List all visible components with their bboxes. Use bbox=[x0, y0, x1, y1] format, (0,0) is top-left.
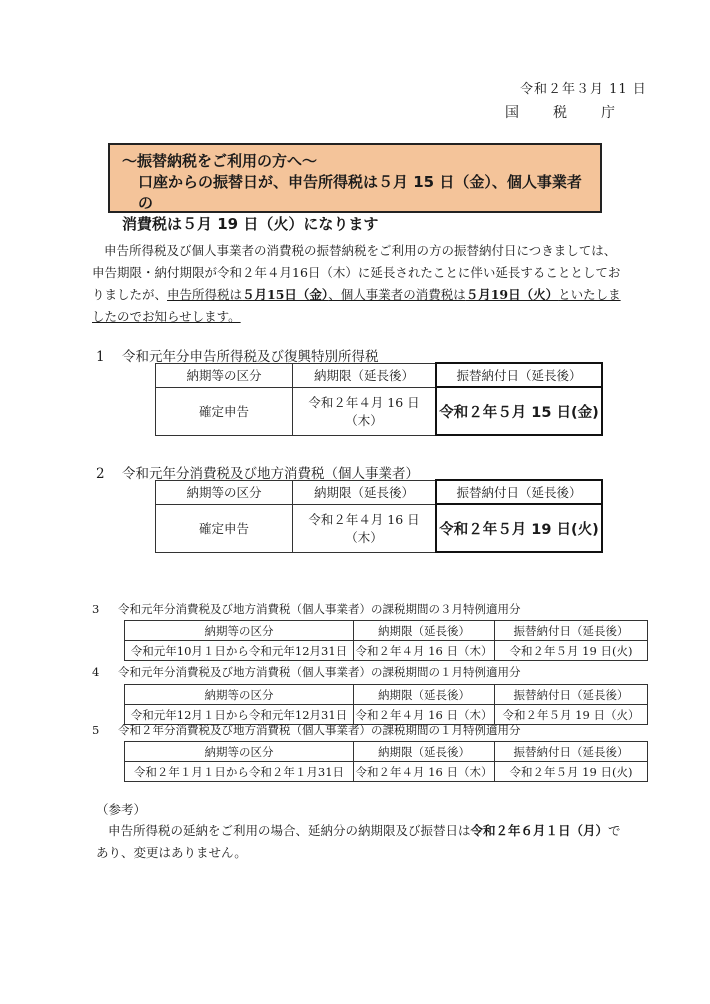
notice-box bbox=[108, 143, 602, 233]
section-4-table bbox=[124, 684, 648, 725]
table-cell: 令和２年４月 16 日（木） bbox=[293, 387, 437, 435]
section-5-title bbox=[92, 722, 521, 738]
reference-bold: 令和２年６月１日（月） bbox=[470, 823, 609, 838]
section-3-table bbox=[124, 620, 648, 661]
table-header: 振替納付日（延長後） bbox=[495, 742, 648, 762]
office-char: 国 bbox=[505, 105, 519, 121]
table-cell: 令和２年４月 16 日（木） bbox=[293, 504, 437, 552]
table-cell: 令和２年４月 16 日（木） bbox=[354, 641, 495, 661]
section-title-text: 令和元年分消費税及び地方消費税（個人事業者）の課税期間の３月特例適用分 bbox=[118, 602, 521, 616]
section-number: 4 bbox=[92, 665, 100, 679]
table-cell-highlight: 令和２年５月 15 日(金) bbox=[436, 387, 602, 435]
table-header: 振替納付日（延長後） bbox=[436, 363, 602, 387]
table-header: 納期限（延長後） bbox=[354, 685, 495, 705]
table-header: 納期限（延長後） bbox=[354, 621, 495, 641]
reference-text: 申告所得税の延納をご利用の場合、延納分の納期限及び振替日は bbox=[108, 823, 471, 838]
section-1-table bbox=[155, 362, 603, 436]
table-header: 振替納付日（延長後） bbox=[436, 480, 602, 504]
issuing-office bbox=[505, 102, 615, 122]
reference-paragraph bbox=[96, 820, 626, 864]
section-title-text: 令和元年分消費税及び地方消費税（個人事業者） bbox=[122, 466, 419, 482]
intro-underlined bbox=[92, 287, 621, 324]
table-cell: 令和２年１月１日から令和２年１月31日 bbox=[125, 762, 354, 782]
section-3-title bbox=[92, 601, 521, 617]
table-cell: 令和２年５月 19 日(火) bbox=[495, 641, 648, 661]
table-header: 納期限（延長後） bbox=[293, 480, 437, 504]
table-header: 納期等の区分 bbox=[156, 480, 293, 504]
notice-line-3: 消費税は５月 19 日（火）になります bbox=[122, 215, 379, 233]
table-cell: 確定申告 bbox=[156, 504, 293, 552]
section-title-text: 令和元年分消費税及び地方消費税（個人事業者）の課税期間の１月特例適用分 bbox=[118, 665, 521, 679]
reference-text: であり、変更はありません。 bbox=[96, 823, 621, 860]
section-title-text: 令和２年分消費税及び地方消費税（個人事業者）の課税期間の１月特例適用分 bbox=[118, 723, 521, 737]
intro-bold: ５月15日（金） bbox=[242, 287, 329, 302]
reference-heading: （参考） bbox=[96, 802, 147, 817]
section-number: 2 bbox=[96, 466, 105, 482]
table-header: 振替納付日（延長後） bbox=[495, 621, 648, 641]
office-char: 税 bbox=[553, 105, 567, 121]
intro-text: 申告所得税及び個人事業者の消費税の振替納税をご利用の方の振替納付日につきましては、申告期限・納付期限が令和２年４月16日（木）に延長されたことに伴い延長することとしておりましたが、 bbox=[92, 243, 621, 302]
section-2-table bbox=[155, 479, 603, 553]
table-cell: 確定申告 bbox=[156, 387, 293, 435]
table-header: 納期等の区分 bbox=[125, 685, 354, 705]
table-cell: 令和２年４月 16 日（木） bbox=[354, 762, 495, 782]
table-header: 納期等の区分 bbox=[125, 621, 354, 641]
section-number: 1 bbox=[96, 349, 105, 365]
office-char: 庁 bbox=[601, 105, 615, 121]
notice-line-1: ～振替納税をご利用の方へ～ bbox=[122, 152, 318, 170]
notice-line-2: 口座からの振替日が、申告所得税は５月 15 日（金）、個人事業者の bbox=[138, 173, 582, 212]
intro-paragraph bbox=[92, 240, 622, 328]
table-header: 納期等の区分 bbox=[156, 363, 293, 387]
table-header: 納期限（延長後） bbox=[293, 363, 437, 387]
table-cell: 令和２年５月 19 日（火） bbox=[495, 705, 648, 725]
table-header: 納期限（延長後） bbox=[354, 742, 495, 762]
table-cell: 令和２年４月 16 日（木） bbox=[354, 705, 495, 725]
document-date: 令和２年３月 11 日 bbox=[520, 82, 647, 97]
section-number: 3 bbox=[92, 602, 100, 616]
intro-text: 申告所得税は bbox=[167, 287, 243, 302]
table-cell: 令和元年10月１日から令和元年12月31日 bbox=[125, 641, 354, 661]
section-4-title bbox=[92, 664, 521, 680]
table-header: 振替納付日（延長後） bbox=[495, 685, 648, 705]
intro-bold: ５月19日（火） bbox=[465, 287, 559, 302]
section-5-table bbox=[124, 741, 648, 782]
table-cell-highlight: 令和２年５月 19 日(火) bbox=[436, 504, 602, 552]
table-cell: 令和２年５月 19 日(火) bbox=[495, 762, 648, 782]
intro-text: 、個人事業者の消費税は bbox=[328, 287, 466, 302]
table-cell: 令和元年12月１日から令和元年12月31日 bbox=[125, 705, 354, 725]
table-header: 納期等の区分 bbox=[125, 742, 354, 762]
section-number: 5 bbox=[92, 723, 100, 737]
intro-text: といたしましたのでお知らせします。 bbox=[92, 287, 621, 324]
section-title-text: 令和元年分申告所得税及び復興特別所得税 bbox=[122, 349, 379, 365]
